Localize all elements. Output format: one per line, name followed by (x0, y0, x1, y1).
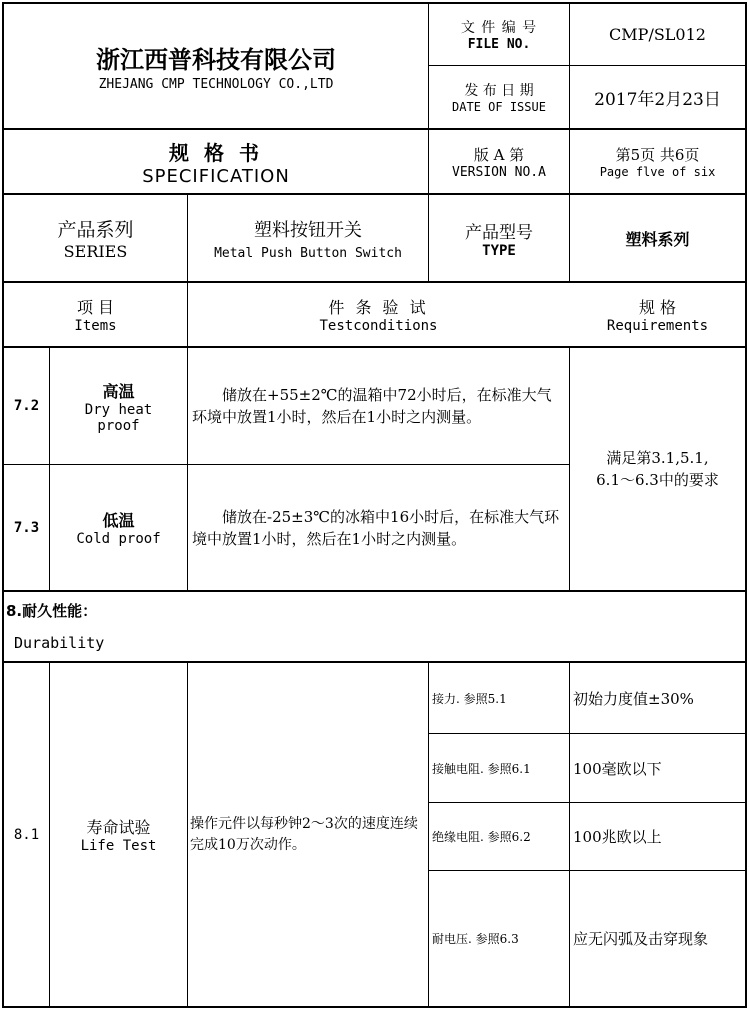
row-number (4, 348, 49, 464)
version-label-en: VERSION NO.A (452, 164, 546, 180)
date-text: 2017年2月23日 (594, 89, 721, 110)
series-label (4, 195, 187, 281)
column-req-en: Requirements (606, 318, 709, 334)
requirement-line: 满足第3.1,5.1, (606, 449, 709, 467)
sub-test-req-text: 100毫欧以下 (573, 759, 662, 778)
row-item-en: Cold proof (76, 531, 161, 547)
column-test-en: Testconditions (319, 318, 438, 334)
sub-test-label-text: 接力. 参照5.1 (432, 691, 507, 706)
sub-test-requirement (573, 663, 745, 733)
type-label (429, 195, 569, 281)
border-right (745, 2, 747, 1008)
company-name-en: ZHEJANG CMP TECHNOLOGY CO.,LTD (98, 77, 334, 92)
spec-title (4, 130, 428, 193)
page-info-en: Page flve of six (599, 165, 716, 179)
sub-test-label (432, 663, 568, 733)
column-items-cn: 项 目 (76, 298, 115, 317)
row-item-cn: 高温 (102, 381, 135, 401)
border-bottom (2, 1006, 747, 1008)
section-title (6, 600, 97, 621)
row-number (4, 663, 49, 1006)
row-condition-text: 储放在+55±2℃的温箱中72小时后，在标准大气环境中放置1小时，然后在1小时之内测量。 (192, 386, 552, 426)
row-item-en: Dry heat (84, 401, 153, 418)
company-block (4, 4, 428, 128)
row-number-text: 7.3 (13, 519, 40, 536)
column-requirements (570, 283, 745, 346)
sub-test-label (432, 871, 568, 1006)
row-condition (190, 348, 566, 464)
date-label (429, 66, 569, 128)
sub-test-label-text: 绝缘电阻. 参照6.2 (432, 830, 531, 844)
section-title-cn: 8.耐久性能： (6, 602, 98, 620)
date-label-cn: 发 布 日 期 (464, 83, 534, 99)
company-name-cn: 浙江西普科技有限公司 (96, 46, 336, 74)
type-label-en: TYPE (482, 242, 516, 259)
section-subtitle (14, 634, 104, 652)
row-item-en: proof (97, 417, 140, 434)
row-condition (190, 465, 566, 590)
type-value (570, 195, 745, 281)
page-info (570, 130, 745, 193)
sub-test-requirement (573, 871, 745, 1006)
row-number-text: 8.1 (13, 826, 40, 843)
spec-title-en: SPECIFICATION (142, 165, 290, 187)
series-label-cn: 产品系列 (57, 219, 134, 241)
series-label-en: SERIES (63, 242, 128, 261)
sub-test-label-text: 耐电压. 参照6.3 (432, 932, 519, 946)
date-value (570, 66, 745, 128)
column-items-en: Items (74, 318, 117, 334)
file-no-label-cn: 文 件 编 号 (460, 20, 538, 36)
row-item-en: Life Test (80, 838, 157, 854)
column-test-cn: 件 条 验 试 (328, 298, 429, 317)
row-item (50, 663, 187, 1006)
row-item (50, 465, 187, 590)
divider (569, 663, 570, 1008)
row-number (4, 465, 49, 590)
column-items (4, 283, 187, 346)
sub-test-req-text: 初始力度值±30% (573, 689, 694, 708)
page-info-cn: 第5页 共6页 (615, 146, 700, 164)
row-item-cn: 低温 (102, 511, 135, 530)
series-value-en: Metal Push Button Switch (214, 245, 402, 261)
divider (2, 590, 747, 592)
version-label (429, 130, 569, 193)
row-condition-text: 储放在-25±3℃的冰箱中16小时后，在标准大气环境中放置1小时，然后在1小时之内测量。 (192, 507, 560, 548)
sub-test-label (432, 734, 568, 802)
divider (187, 663, 188, 1008)
requirement-line: 6.1～6.3中的要求 (596, 471, 719, 489)
file-no-value (570, 4, 745, 65)
version-label-cn: 版 A 第 (473, 145, 525, 164)
type-value-text: 塑料系列 (625, 229, 690, 249)
row-item (50, 348, 187, 464)
divider (428, 663, 429, 1008)
file-no-text: CMP/SL012 (609, 25, 706, 44)
sub-test-requirement (573, 734, 745, 802)
section-title-en: Durability (14, 634, 105, 652)
series-value (188, 195, 428, 281)
sub-test-label-text: 接触电阻. 参照6.1 (432, 761, 531, 776)
sub-test-label (432, 803, 568, 870)
row-condition-text: 操作元件以每秒钟2～3次的速度连续完成10万次动作。 (190, 815, 418, 853)
row-condition (190, 663, 426, 1006)
type-label-cn: 产品型号 (465, 222, 533, 243)
shared-requirement (570, 348, 745, 590)
row-item-cn: 寿命试验 (86, 818, 151, 837)
series-value-cn: 塑料按钮开关 (254, 219, 362, 241)
date-label-en: DATE OF ISSUE (452, 100, 546, 114)
column-test-conditions (188, 283, 569, 346)
column-req-cn: 规 格 (638, 298, 677, 317)
file-no-label-en: FILE NO. (467, 37, 531, 52)
sub-test-req-text: 应无闪弧及击穿现象 (573, 930, 709, 948)
spec-title-cn: 规 格 书 (169, 140, 263, 165)
sub-test-requirement (573, 803, 745, 870)
file-no-label (429, 4, 569, 65)
row-number-text: 7.2 (13, 398, 40, 414)
sub-test-req-text: 100兆欧以上 (573, 828, 662, 846)
